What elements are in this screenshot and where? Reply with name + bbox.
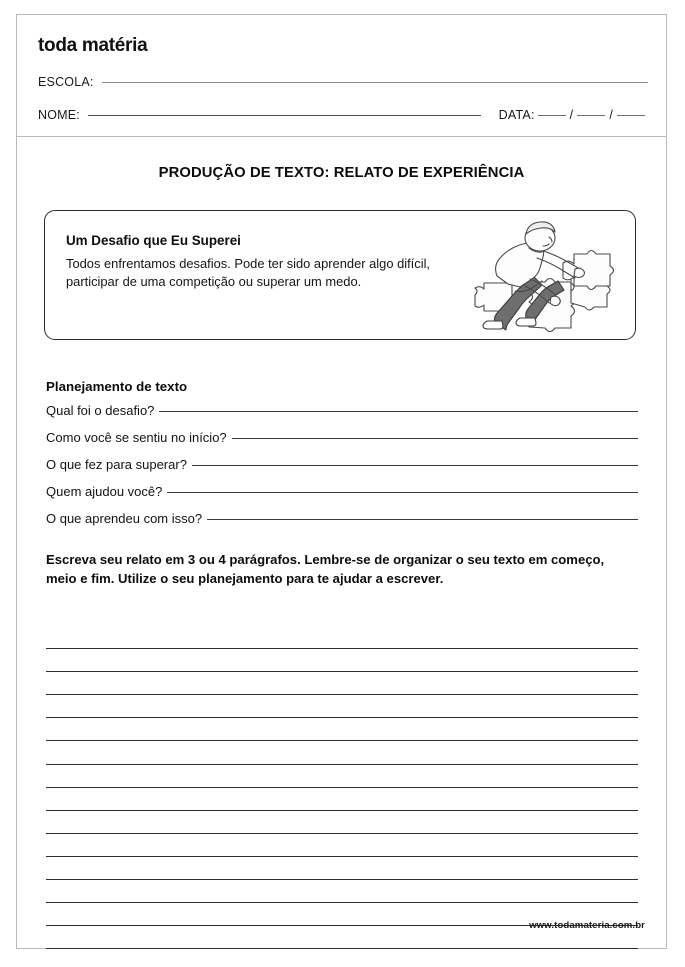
planning-answer-rule[interactable] (192, 465, 638, 466)
writing-line[interactable] (46, 626, 638, 649)
planning-question-label: Qual foi o desafio? (46, 403, 155, 418)
planning-answer-rule[interactable] (207, 519, 638, 520)
writing-lines-area (46, 626, 638, 949)
planning-question-label: Quem ajudou você? (46, 484, 163, 499)
date-separator-2: / (609, 108, 613, 122)
writing-instruction: Escreva seu relato em 3 ou 4 parágrafos. Lembre-se de organizar o seu texto em começo, meio e fim. Utilize o seu planejamento para te ajudar a escrever. (46, 552, 605, 586)
date-field-group (499, 108, 648, 122)
worksheet-page (16, 14, 667, 949)
name-field-writing-rule[interactable] (88, 115, 481, 116)
planning-answer-rule[interactable] (159, 411, 638, 412)
name-field-row (38, 108, 648, 122)
date-separator-1: / (569, 108, 574, 122)
date-year-blank[interactable] (617, 115, 645, 116)
date-field-label: DATA: (498, 108, 535, 122)
prompt-heading: Um Desafio que Eu Superei (66, 233, 241, 248)
planning-answer-rule[interactable] (167, 492, 638, 493)
prompt-body: Todos enfrentamos desafios. Pode ter sido aprender algo difícil, participar de uma competição ou superar um medo. (66, 256, 431, 290)
footer-website-url: www.todamateria.com.br (529, 920, 645, 931)
planning-question-row (46, 457, 638, 484)
writing-line[interactable] (46, 765, 638, 788)
prompt-text-block (66, 233, 461, 292)
date-day-blank[interactable] (538, 115, 566, 116)
writing-line[interactable] (46, 741, 638, 764)
prompt-box (44, 210, 636, 340)
writing-line[interactable] (46, 834, 638, 857)
planning-questions-list (46, 403, 638, 538)
person-assembling-puzzle-pieces-icon (467, 219, 627, 333)
writing-line[interactable] (46, 857, 638, 880)
planning-question-label: Como você se sentiu no início? (46, 430, 227, 445)
planning-question-label: O que aprendeu com isso? (46, 511, 203, 526)
writing-line[interactable] (46, 788, 638, 811)
worksheet-title: PRODUÇÃO DE TEXTO: RELATO DE EXPERIÊNCIA (158, 165, 525, 181)
school-field-label: ESCOLA: (38, 75, 94, 89)
planning-answer-rule[interactable] (232, 438, 638, 439)
writing-line[interactable] (46, 695, 638, 718)
name-field-label: NOME: (38, 108, 80, 122)
school-field-writing-rule[interactable] (102, 82, 648, 83)
worksheet-header (17, 15, 666, 137)
planning-question-label: O que fez para superar? (46, 457, 187, 472)
planning-question-row (46, 511, 638, 538)
planning-question-row (46, 484, 638, 511)
planning-section-heading: Planejamento de texto (46, 379, 188, 394)
planning-question-row (46, 403, 638, 430)
date-month-blank[interactable] (577, 115, 605, 116)
writing-line[interactable] (46, 672, 638, 695)
writing-line[interactable] (46, 880, 638, 903)
writing-line[interactable] (46, 811, 638, 834)
writing-line[interactable] (46, 649, 638, 672)
brand-logo: toda matéria (38, 35, 148, 56)
writing-line[interactable] (46, 718, 638, 741)
planning-question-row (46, 430, 638, 457)
school-field-row (38, 75, 648, 89)
